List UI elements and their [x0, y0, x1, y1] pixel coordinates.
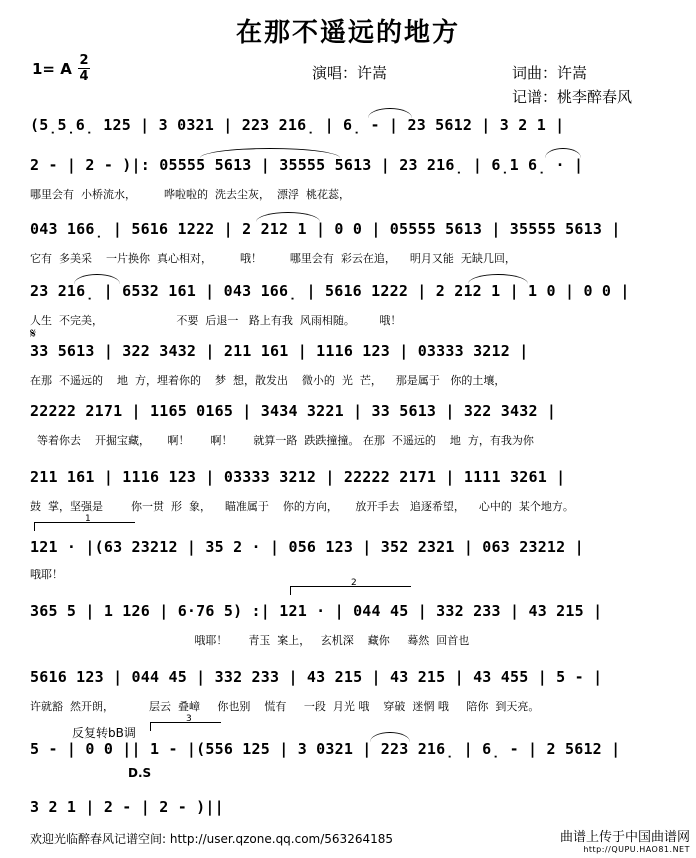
volta-3: 3 — [150, 722, 221, 731]
slur-mark — [256, 212, 320, 222]
slur-mark — [368, 108, 412, 118]
lyric-row-10: 许就豁 然开朗， 层云 叠嶂 你也别 慌有 一段 月光 哦 穿破 迷惘 哦 陪你 到天亮。 — [30, 700, 540, 713]
ds-mark: D.S — [128, 766, 152, 780]
key-signature: 1= A — [32, 60, 72, 78]
site-watermark — [560, 826, 690, 854]
score-row-5: 33 5613 | 322 3432 | 211 161 | 1116 123 | 03333 3212 | — [30, 342, 529, 360]
score-row-10: 5616 123 | 044 45 | 332 233 | 43 215 | 43 215 | 43 455 | 5 - | — [30, 668, 603, 686]
composer-credit: 词曲：许嵩 — [512, 64, 588, 82]
time-signature — [78, 54, 90, 83]
singer-credit: 演唱：许嵩 — [312, 64, 388, 82]
lyric-row-2: 哪里会有 小桥流水， 哗啦啦的 洗去尘灰， 漂浮 桃花蕊， — [30, 188, 350, 201]
footer-link-text: 欢迎光临醉春风记谱空间: http://user.qzone.qq.com/563264185 — [30, 832, 394, 846]
lyric-row-5: 在那 不遥远的 地 方，埋着你的 梦 想，散发出 微小的 光 芒， 那是属于 你的土壤， — [30, 374, 506, 387]
lyric-row-4: 人生 不完美， 不要 后退一 路上有我 风雨相随。 哦！ — [30, 314, 402, 327]
score-row-6: 22222 2171 | 1165 0165 | 3434 3221 | 33 5613 | 322 3432 | — [30, 402, 557, 420]
watermark-line-2: http://QUPU.HAO81.NET — [583, 845, 690, 854]
score-row-1: (5̣5̣6̣ 125 | 3 0321 | 223 216̣ | 6̣ - | 23 5612 | 3 2 1 | — [30, 116, 565, 134]
song-title: 在那不遥远的地方 — [235, 18, 460, 48]
lyric-row-9: 哦耶！ 青玉 案上， 玄机深 藏你 蓦然 回首也 — [30, 634, 470, 647]
slur-mark — [545, 148, 581, 158]
lyric-row-8: 哦耶！ — [30, 568, 63, 581]
lyric-row-6: 等着你去 开掘宝藏， 啊！ 啊！ 就算一路 跌跌撞撞。 在那 不遥远的 地 方，有我为你 — [30, 434, 534, 447]
notation-credit: 记谱：桃李醉春风 — [512, 88, 633, 106]
lyric-row-7: 鼓 掌，坚强是 你一贯 形 象， 瞄准属于 你的方向， 放开手去 追逐希望， 心中的 某个地方。 — [30, 500, 574, 513]
score-row-4: 23 216̣ | 6532 161 | 043 166̣ | 5616 1222 | 2 212 1 | 1 0 | 0 0 | — [30, 282, 630, 300]
slur-mark — [74, 274, 120, 284]
volta-1: 1 — [34, 522, 135, 531]
slur-mark — [200, 148, 340, 158]
time-sig-bottom: 4 — [79, 69, 89, 84]
score-row-2: 2 - | 2 - )|: 05555 5613 | 35555 5613 | 23 216̣ | 6̣1 6̣ · | — [30, 156, 584, 174]
volta-2: 2 — [290, 586, 411, 595]
score-row-8: 121 · |(63 23212 | 35 2 · | 056 123 | 352 2321 | 063 23212 | — [30, 538, 584, 556]
score-row-3: 043 166̣ | 5616 1222 | 2 212 1 | 0 0 | 05555 5613 | 35555 5613 | — [30, 220, 621, 238]
lyric-row-3: 它有 多美采 一片换你 真心相对， 哦！ 哪里会有 彩云在追， 明月又能 无缺几回， — [30, 252, 516, 265]
time-sig-top: 2 — [79, 53, 89, 68]
score-row-7: 211 161 | 1116 123 | 03333 3212 | 22222 2171 | 1111 3261 | — [30, 468, 566, 486]
score-row-11: 5 - | 0 0 || 1 - |(556 125 | 3 0321 | 223 216̣ | 6̣ - | 2 5612 | — [30, 740, 621, 758]
slur-mark — [370, 732, 410, 742]
watermark-line-1: 曲谱上传于中国曲谱网 — [559, 830, 690, 845]
slur-mark — [468, 274, 528, 284]
segno-mark: 𝄋 — [30, 326, 37, 342]
score-row-9: 365 5 | 1 126 | 6·76 5) :| 121 · | 044 45 | 332 233 | 43 215 | — [30, 602, 603, 620]
modulation-note: 反复转bB调 — [72, 726, 136, 740]
score-row-12: 3 2 1 | 2 - | 2 - )|| — [30, 798, 224, 816]
